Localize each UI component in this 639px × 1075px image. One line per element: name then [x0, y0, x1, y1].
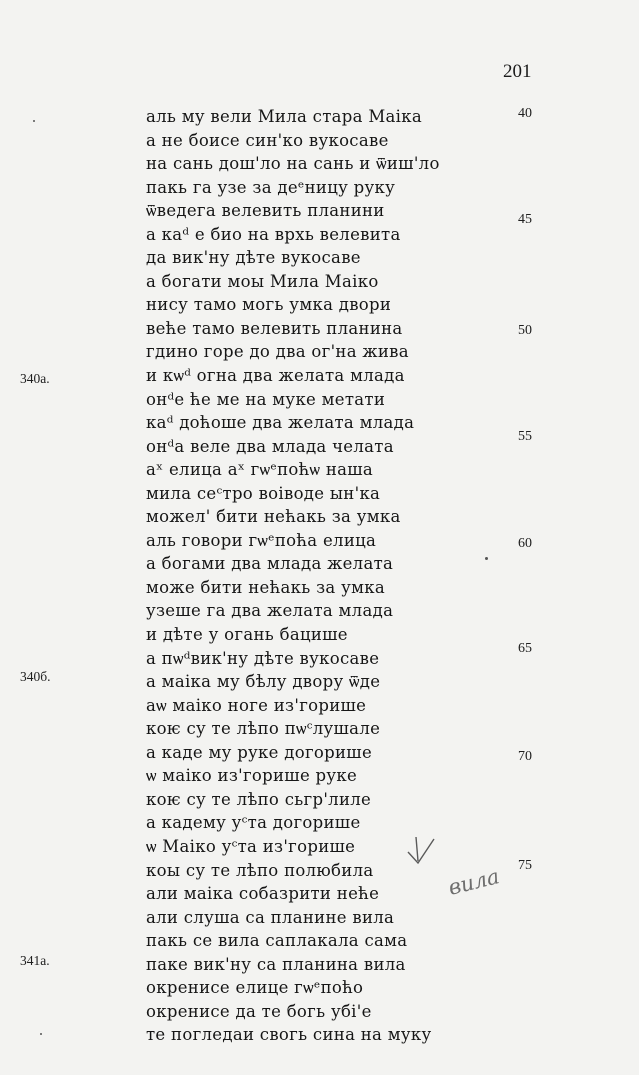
verse-line: коѥ су те лѣпо пѡᶜлушале [146, 719, 381, 739]
verse-line: аль му вели Мила стара Маiка [146, 107, 422, 126]
speck-icon [33, 120, 35, 122]
verse-line: а кадему уᶜта догорише [146, 813, 361, 833]
page-number: 201 [503, 61, 532, 82]
verse-line: ѡ маiко из'горише руке [146, 766, 358, 786]
verse-line: може бити нећакь за умка [146, 577, 385, 597]
pencil-arrow-icon [402, 835, 438, 869]
verse-line: каᵈ доћоше два желата млада [146, 413, 415, 433]
folio-mark: 341а. [20, 953, 50, 968]
line-number: 70 [518, 749, 532, 764]
verse-line: аˣ елица аˣ гѡᵉпоћѡ наша [146, 460, 374, 480]
line-number: 50 [518, 323, 532, 338]
verse-line: онᵈе ће ме на муке метати [146, 389, 386, 409]
verse-line: а каде му руке догорише [146, 742, 373, 762]
line-number: 60 [518, 536, 532, 551]
folio-mark: 340б. [20, 669, 51, 684]
line-number: 55 [518, 429, 532, 444]
verse-line: пакь га узе за деᵉницу руку [146, 177, 396, 197]
verse-line: да вик'ну дѣте вукосаве [146, 248, 361, 268]
folio-mark: 340а. [20, 371, 50, 386]
verse-line: али слуша са планине вила [146, 907, 395, 927]
line-number: 40 [518, 106, 532, 121]
handwritten-note: вила [445, 864, 502, 900]
verse-line: коѥ су те лѣпо сьгр'лиле [146, 789, 372, 809]
verse-lines [146, 105, 440, 1047]
verse-line: узеше га два желата млада [146, 601, 394, 621]
verse-line: на сань дош'ло на сань и ѿиш'ло [146, 154, 440, 174]
verse-line: а не боисе син'ко вукосаве [146, 130, 389, 150]
verse-line: а маiка му бѣлу двору ѿде [146, 672, 381, 692]
verse-line: али маiка собазрити неће [146, 884, 380, 904]
verse-line: а каᵈ е био на врхь велевита [146, 224, 401, 244]
verse-line: веће тамо велевить планина [146, 318, 403, 338]
verse-line: нису тамо могь умка двори [146, 295, 392, 315]
verse-line: ѡ Маiко уᶜта из'горише [146, 836, 356, 856]
speck-icon [40, 1033, 42, 1035]
verse-line: онᵈа веле два млада челата [146, 436, 394, 456]
verse-line: аѡ маiко ноге из'горише [146, 695, 367, 715]
verse-line: а богами два млада желата [146, 554, 394, 574]
verse-line: ѿведега велевить планини [146, 201, 385, 221]
verse-line: окренисе да те богь убi'е [146, 1001, 372, 1021]
line-number: 75 [518, 858, 532, 873]
line-number: 45 [518, 212, 532, 227]
verse-line: пакь се вила саплакала сама [146, 931, 408, 951]
verse-line: гдино горе до два ог'на жива [146, 342, 409, 362]
speck-icon [485, 557, 488, 560]
line-number: 65 [518, 641, 532, 656]
verse-line: коы су те лѣпо полюбила [146, 860, 374, 880]
verse-line: окренисе елице гѡᵉпоћо [146, 978, 364, 998]
verse-line: а пѡᵈвик'ну дѣте вукосаве [146, 648, 380, 668]
verse-line: мила сеᶜтро воiводе ын'ка [146, 483, 381, 503]
verse-line: и кѡᵈ огна два желата млада [146, 366, 405, 386]
verse-line: и дѣте у огань бацише [146, 625, 348, 645]
verse-line: те погледаи свогь сина на муку [146, 1025, 432, 1045]
verse-line: можел' бити нећакь за умка [146, 507, 401, 527]
verse-line: аль говори гѡᵉпоћа елица [146, 530, 377, 550]
verse-line: а богати моы Мила Маiко [146, 271, 379, 291]
verse-line: паке вик'ну са планина вила [146, 954, 406, 974]
